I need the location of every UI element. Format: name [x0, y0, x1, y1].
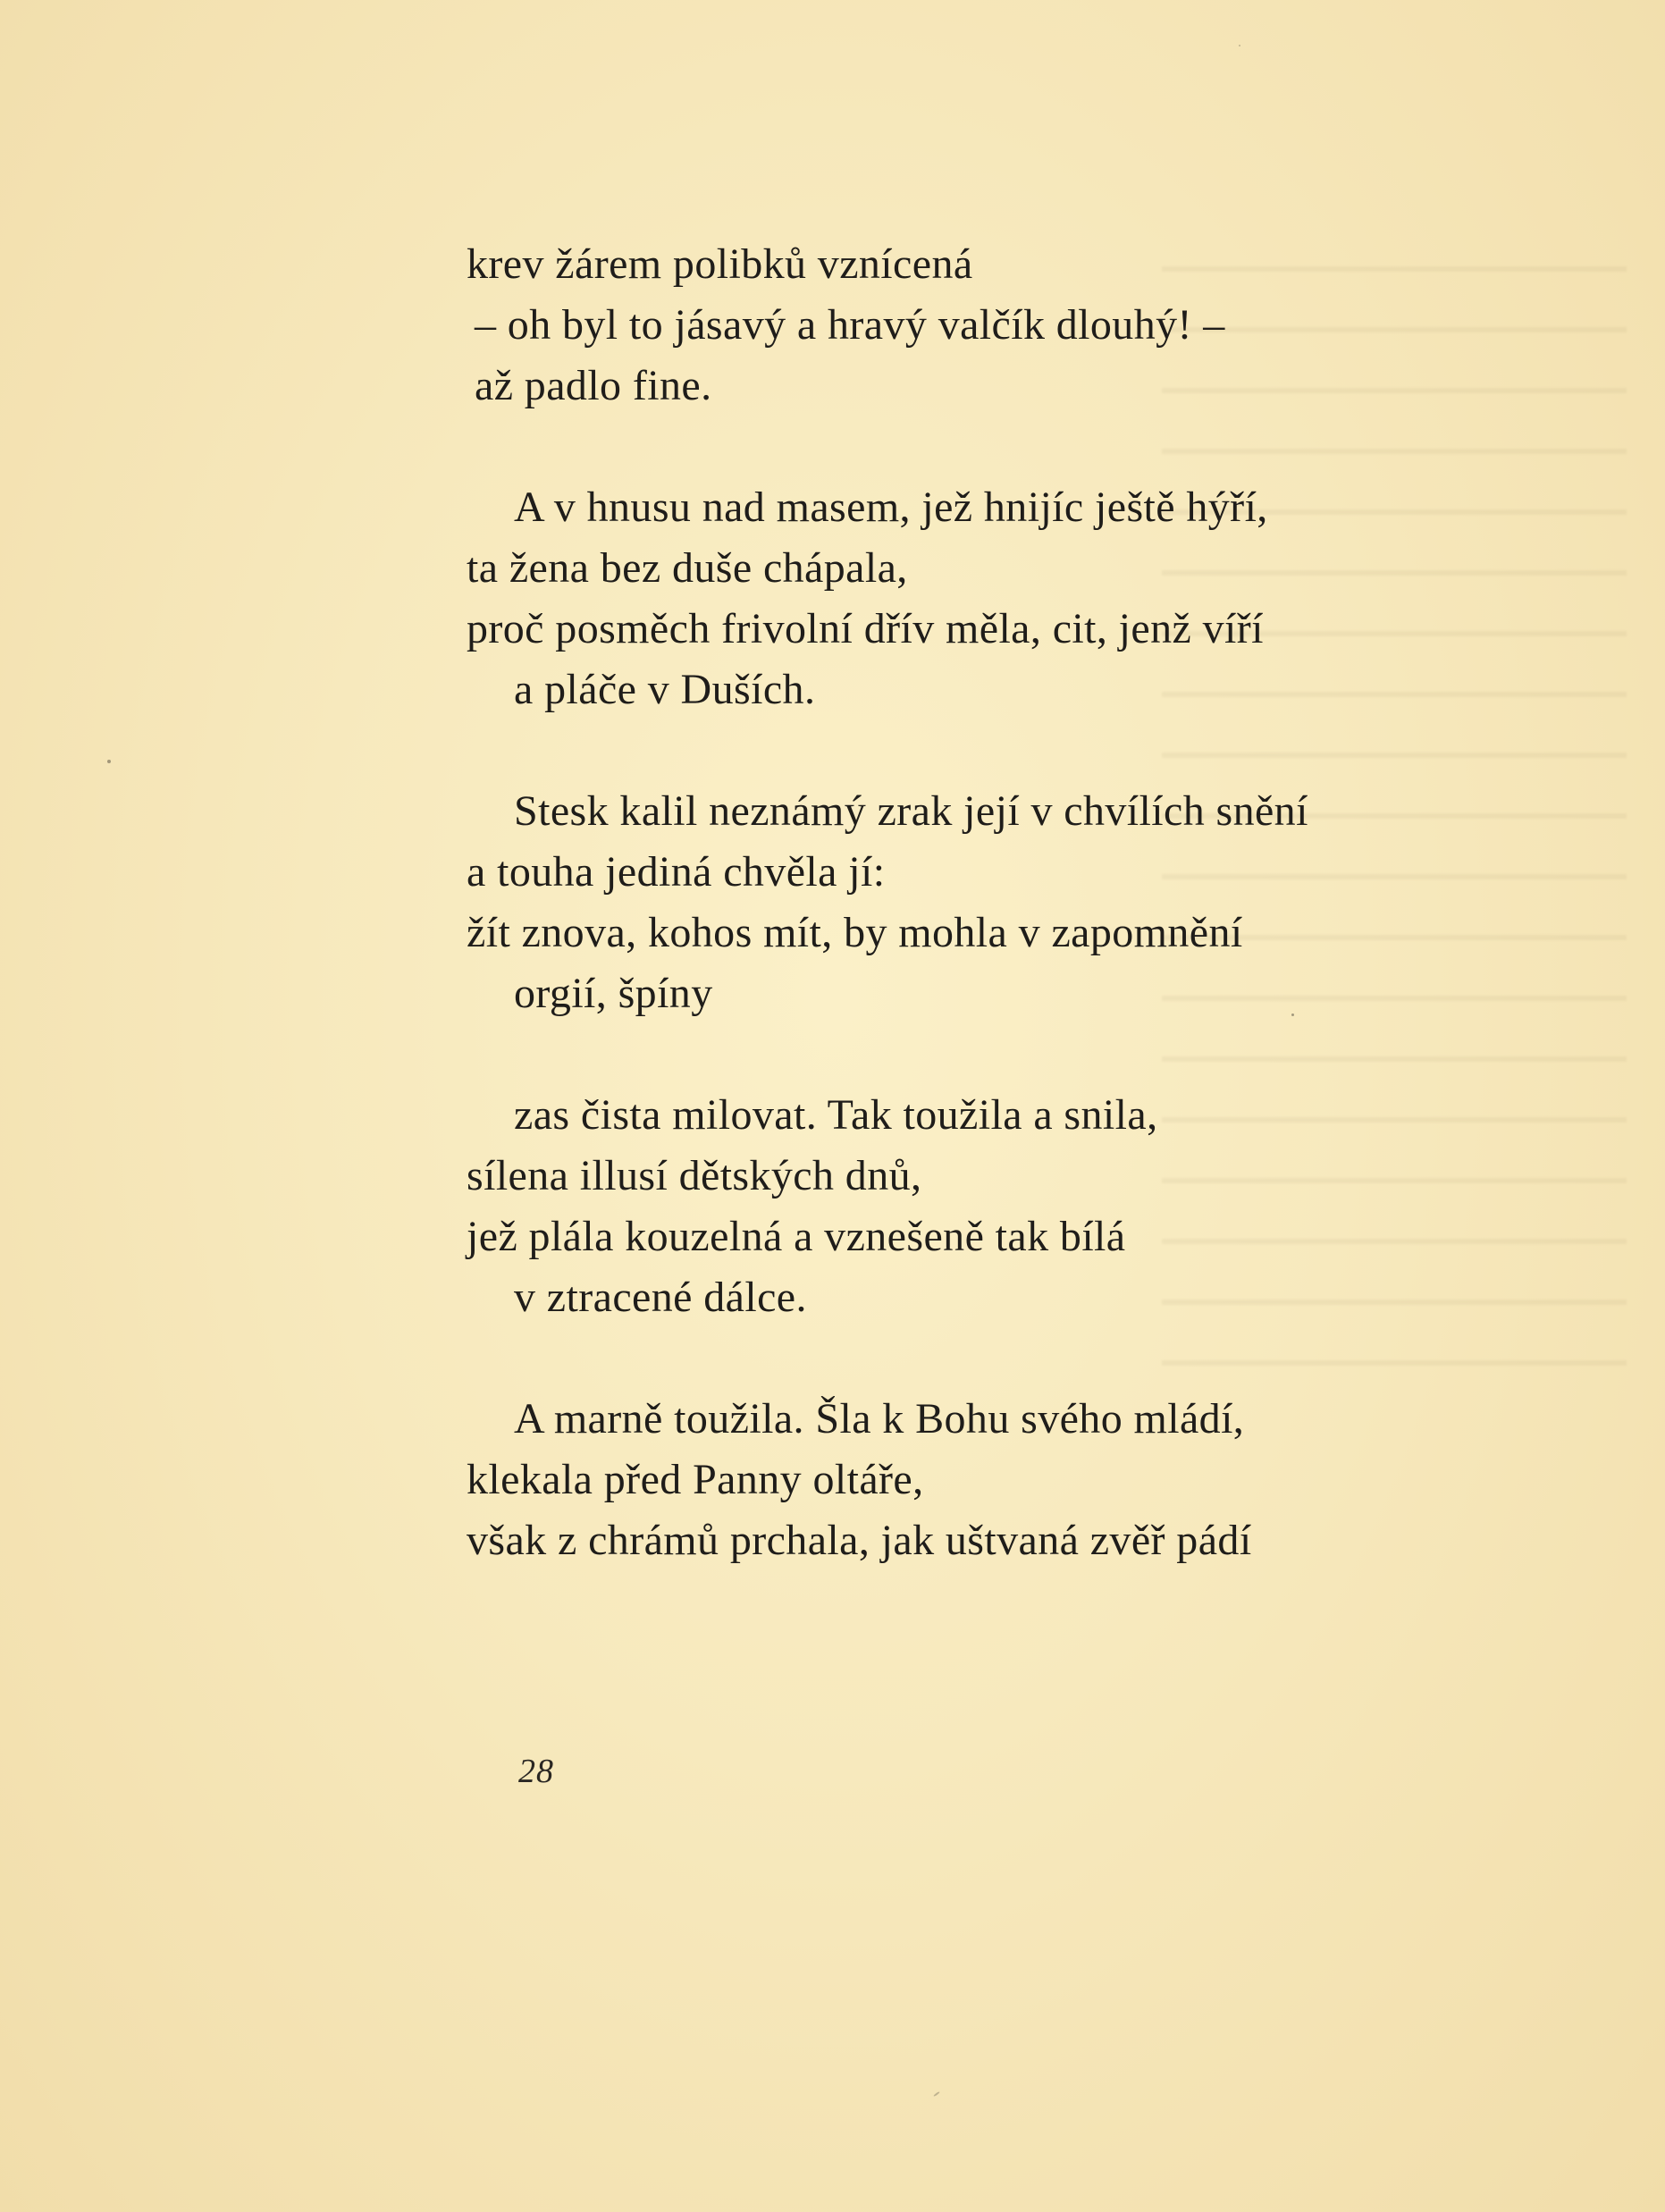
poem-line: ta žena bez duše chápala,	[467, 544, 908, 592]
poem-line: až padlo fine.	[475, 362, 712, 409]
poem-line: však z chrámů prchala, jak uštvaná zvěř pádí	[467, 1517, 1252, 1564]
poem-line: krev žárem polibků vznícená	[467, 240, 973, 288]
poem-line: žít znova, kohos mít, by mohla v zapomnění	[467, 909, 1243, 956]
poem-stanza	[467, 781, 1450, 1024]
paper-speck	[1291, 1013, 1294, 1016]
poem-text	[467, 234, 1450, 1632]
paper-speck	[1239, 45, 1240, 46]
poem-line: – oh byl to jásavý a hravý valčík dlouhý! –	[475, 301, 1225, 349]
poem-line: a pláče v Duších.	[514, 666, 816, 713]
paper-speck	[933, 2091, 940, 2097]
poem-line: v ztracené dálce.	[514, 1274, 807, 1321]
poem-line: sílena illusí dětských dnů,	[467, 1152, 922, 1199]
poem-stanza	[467, 234, 1450, 416]
paper-speck	[107, 760, 111, 763]
poem-stanza	[467, 477, 1450, 720]
poem-stanza	[467, 1389, 1450, 1571]
poem-line: klekala před Panny oltáře,	[467, 1456, 924, 1503]
page-number: 28	[518, 1753, 554, 1790]
poem-line: proč posměch frivolní dřív měla, cit, jenž víří	[467, 605, 1264, 652]
poem-line: a touha jediná chvěla jí:	[467, 848, 886, 896]
poem-line: jež plála kouzelná a vznešeně tak bílá	[467, 1213, 1126, 1260]
poem-line: Stesk kalil neznámý zrak její v chvílích snění	[514, 787, 1308, 835]
poem-stanza	[467, 1085, 1450, 1328]
poem-line: zas čista milovat. Tak toužila a snila,	[514, 1091, 1158, 1139]
poem-line: orgií, špíny	[514, 970, 713, 1017]
poem-line: A marně toužila. Šla k Bohu svého mládí,	[514, 1395, 1245, 1442]
poem-line: A v hnusu nad masem, jež hnijíc ještě hýří,	[514, 484, 1268, 531]
